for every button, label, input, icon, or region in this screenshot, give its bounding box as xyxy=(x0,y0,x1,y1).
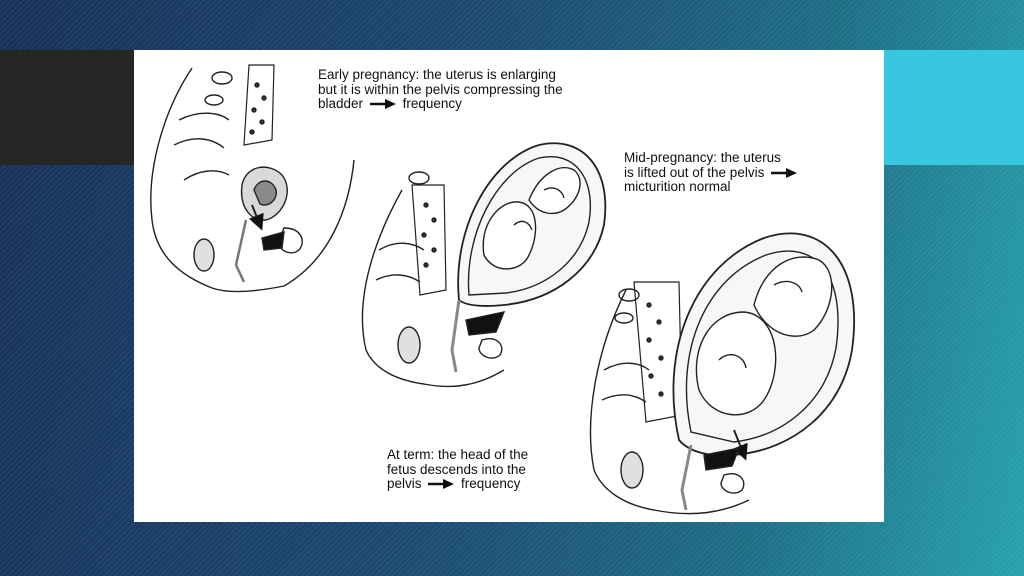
arrow-right-icon xyxy=(370,99,396,109)
caption-mid-pregnancy xyxy=(624,151,800,195)
caption-mid-line1: Mid-pregnancy: the uterus xyxy=(624,150,781,165)
caption-early-line3-before: bladder xyxy=(318,96,364,111)
term-pregnancy-illustration xyxy=(591,233,855,513)
caption-term-line3-after: frequency xyxy=(461,476,521,491)
mid-pregnancy-illustration xyxy=(362,143,605,386)
caption-term-line2: fetus descends into the xyxy=(387,461,526,477)
caption-mid-line2 xyxy=(624,166,800,181)
caption-mid-line2-text: is lifted out of the pelvis xyxy=(624,164,765,180)
figure-panel xyxy=(134,50,884,522)
arrow-right-icon xyxy=(771,168,797,178)
decor-dark-band xyxy=(0,50,134,165)
caption-mid-line3: micturition normal xyxy=(624,179,731,194)
caption-term-line3-before: pelvis xyxy=(387,476,422,491)
caption-term-line1: At term: the head of the xyxy=(387,447,529,462)
caption-term-pregnancy xyxy=(387,448,528,492)
arrow-right-icon xyxy=(428,479,454,489)
caption-term-line3 xyxy=(387,477,528,492)
caption-early-line3 xyxy=(318,97,563,112)
caption-early-line1: Early pregnancy: the uterus is enlarging xyxy=(318,67,556,82)
caption-early-pregnancy xyxy=(318,68,563,112)
caption-early-line2: but it is within the pelvis compressing the xyxy=(318,81,563,97)
decor-cyan-band xyxy=(884,50,1024,165)
caption-early-line3-after: frequency xyxy=(402,96,462,111)
